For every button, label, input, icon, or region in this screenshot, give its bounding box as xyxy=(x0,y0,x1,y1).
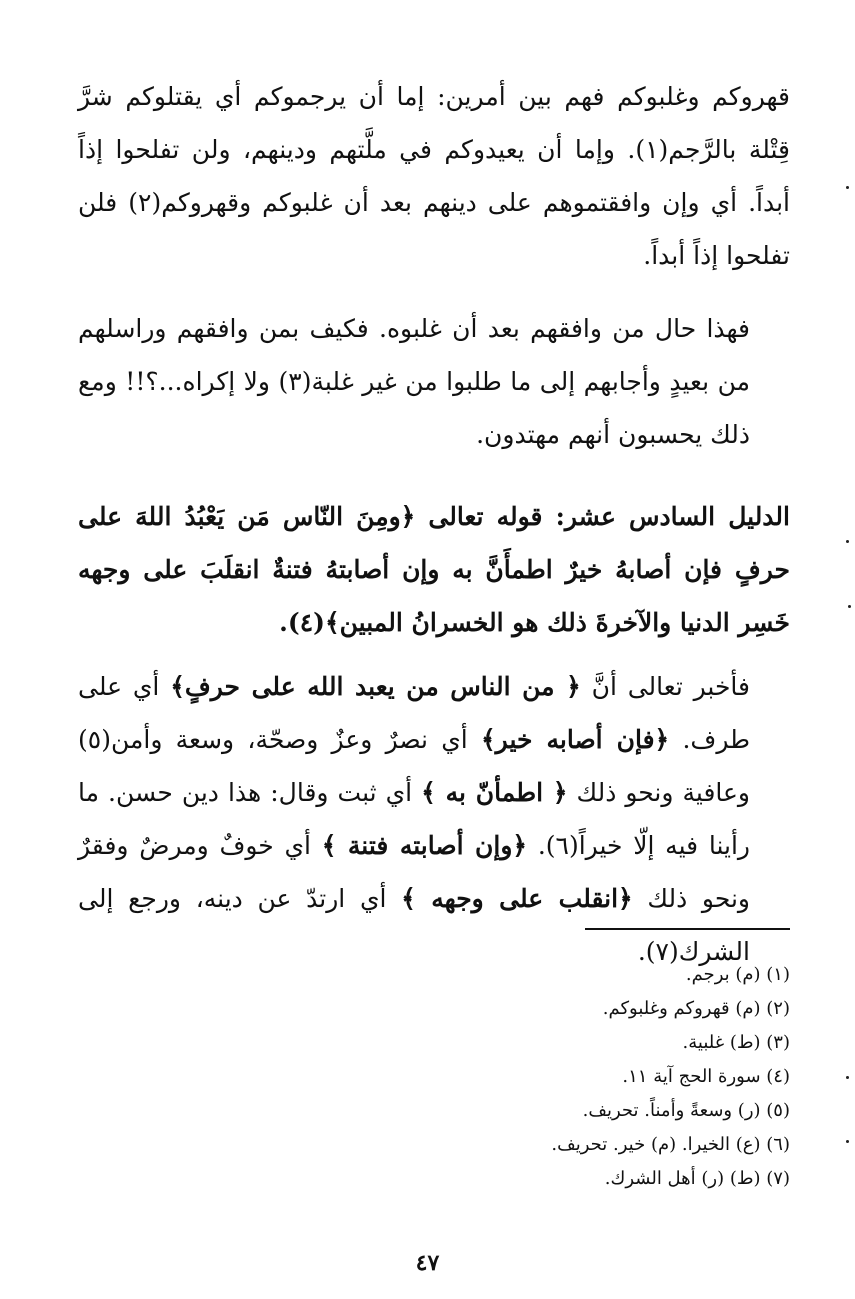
scan-speck xyxy=(846,1140,849,1143)
commentary-intro: فأخبر تعالى أنَّ xyxy=(580,672,750,701)
paragraph-1-text: قهروكم وغلبوكم فهم بين أمرين: إما أن يرجموكم أي يقتلوكم شرَّ قِتْلة بالرَّجم(١). وإما أن يعيدوكم في ملَّتهم ودينهم، ولن تفلحوا إذاً أبداً. أي وإن وافقتموهم على دينهم بعد أن غلبوكم وقهروكم(٢) فلن تفلحوا إذاً أبداً. xyxy=(78,82,791,270)
footnote-2: (٢) (م) قهروكم وغلبوكم. xyxy=(602,998,790,1019)
quran-quote-3: ﴿ اطمأنّ به ﴾ xyxy=(421,778,568,807)
scan-speck xyxy=(846,186,849,189)
commentary-1: أي على طرف. xyxy=(78,672,751,754)
footnote-6: (٦) (ع) الخيرا. (م) خير. تحريف. xyxy=(551,1134,790,1155)
scan-speck xyxy=(846,540,849,543)
footnote-1: (١) (م) برجم. xyxy=(685,964,790,985)
page-number: ٤٧ xyxy=(415,1250,440,1276)
paragraph-2 xyxy=(78,302,790,461)
paragraph-3-evidence-sixteen xyxy=(78,490,790,649)
quran-quote-1: ﴿ من الناس من يعبد الله على حرفٍ﴾ xyxy=(170,672,581,701)
commentary-5: أي ارتدّ عن دينه، ورجع إلى الشرك(٧). xyxy=(78,884,750,966)
paragraph-3-text: الدليل السادس عشر: قوله تعالى ﴿ومِنَ النّاس مَن يَعْبُدُ اللهَ على حرفٍ فإن أصابهُ خيرٌ اطمأَنَّ به وإن أصابتهُ فتنةٌ انقلَبَ على وجهه خَسِر الدنيا والآخرةَ ذلك هو الخسرانُ المبين﴾(٤). xyxy=(78,502,790,637)
paragraph-2-text: فهذا حال من وافقهم بعد أن غلبوه. فكيف بمن وافقهم وراسلهم من بعيدٍ وأجابهم إلى ما طلبوا من غير غلبة(٣) ولا إكراه...؟!! ومع ذلك يحسبون أنهم مهتدون. xyxy=(78,314,750,449)
footnotes xyxy=(300,958,790,1196)
quran-quote-4: ﴿وإن أصابته فتنة ﴾ xyxy=(321,831,528,860)
footnote-5: (٥) (ر) وسعةً وأمناً. تحريف. xyxy=(582,1100,790,1121)
footnote-3: (٣) (ط) غلبية. xyxy=(682,1032,790,1053)
paragraph-4-commentary xyxy=(78,660,790,978)
scan-speck xyxy=(846,1076,849,1079)
commentary-3: أي ثبت وقال: هذا دين حسن. ما رأينا فيه إلّا خيراً(٦). xyxy=(78,778,750,860)
commentary-2: أي نصرٌ وعزٌ وصحّة، وسعة وأمن(٥) وعافية ونحو ذلك xyxy=(78,725,750,807)
paragraph-1 xyxy=(78,70,790,282)
footnote-divider xyxy=(585,928,790,930)
footnote-4: (٤) سورة الحج آية ١١. xyxy=(622,1066,790,1087)
quran-quote-5: ﴿انقلب على وجهه ﴾ xyxy=(401,884,633,913)
paragraph-4-text xyxy=(78,660,790,978)
scan-speck xyxy=(848,605,851,608)
footnote-7: (٧) (ط) (ر) أهل الشرك. xyxy=(604,1168,790,1189)
quran-quote-2: ﴿فإن أصابه خير﴾ xyxy=(481,725,670,754)
commentary-4: أي خوفٌ ومرضٌ وفقرٌ ونحو ذلك xyxy=(78,831,751,913)
